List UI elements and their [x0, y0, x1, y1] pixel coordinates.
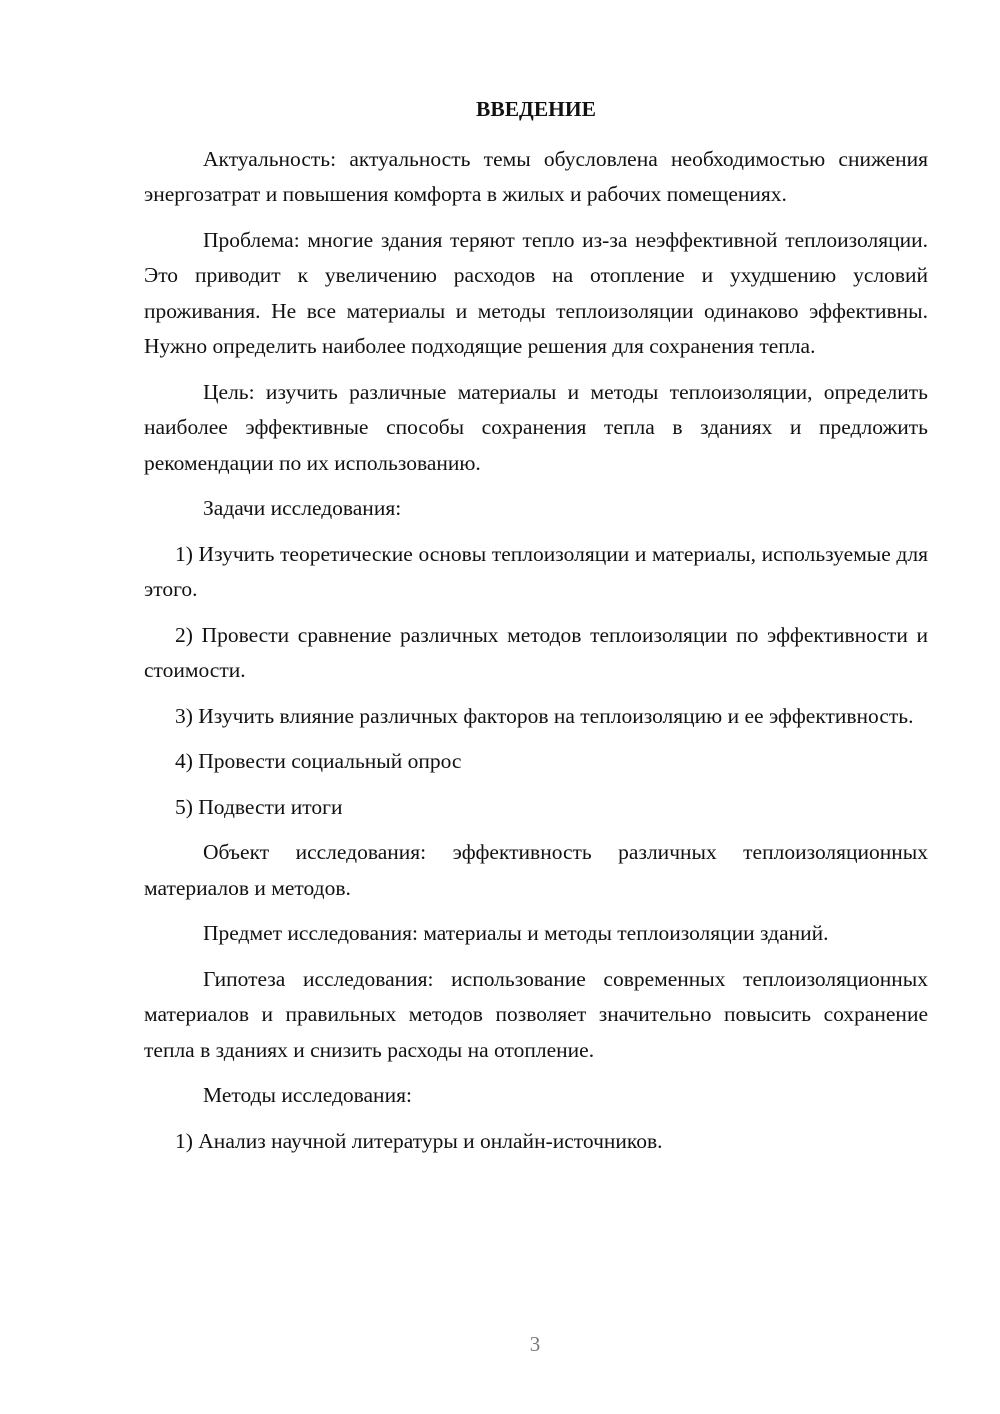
- page-title: ВВЕДЕНИЕ: [476, 97, 596, 121]
- paragraph-problem: Проблема: многие здания теряют тепло из-за неэффективной теплоизоляции. Это приводит к увеличению расходов на отопление и ухудшению условий проживания. Не все материалы и методы теплоизоляции одинаково эффективны. Нужно определить наиболее подходящие решения для сохранения тепла.: [144, 227, 928, 358]
- paragraph-object: Объект исследования: эффективность различных теплоизоляционных материалов и методов.: [144, 840, 928, 900]
- page-number: 3: [529, 1332, 541, 1356]
- task-item-4: 4) Провести социальный опрос: [175, 749, 462, 773]
- paragraph-tasks-heading: Задачи исследования:: [203, 496, 402, 520]
- paragraph-methods-heading: Методы исследования:: [203, 1083, 412, 1107]
- paragraph-subject: Предмет исследования: материалы и методы теплоизоляции зданий.: [203, 921, 829, 945]
- paragraph-relevance: Актуальность: актуальность темы обусловлена необходимостью снижения энергозатрат и повышения комфорта в жилых и рабочих помещениях.: [144, 146, 928, 206]
- task-item-3: 3) Изучить влияние различных факторов на теплоизоляцию и ее эффективность.: [175, 703, 914, 728]
- page-content: [144, 92, 928, 1169]
- task-item-1: 1) Изучить теоретические основы теплоизоляции и материалы, используемые для этого.: [144, 541, 928, 601]
- task-item-2: 2) Провести сравнение различных методов теплоизоляции по эффективности и стоимости.: [144, 622, 928, 682]
- paragraph-goal: Цель: изучить различные материалы и методы теплоизоляции, определить наиболее эффективные способы сохранения тепла в зданиях и предложить рекомендации по их использованию.: [144, 379, 928, 475]
- method-item-1: 1) Анализ научной литературы и онлайн-источников.: [175, 1128, 663, 1153]
- paragraph-hypothesis: Гипотеза исследования: использование современных теплоизоляционных материалов и правильных методов позволяет значительно повысить сохранение тепла в зданиях и снизить расходы на отопление.: [144, 966, 928, 1062]
- task-item-5: 5) Подвести итоги: [175, 794, 343, 819]
